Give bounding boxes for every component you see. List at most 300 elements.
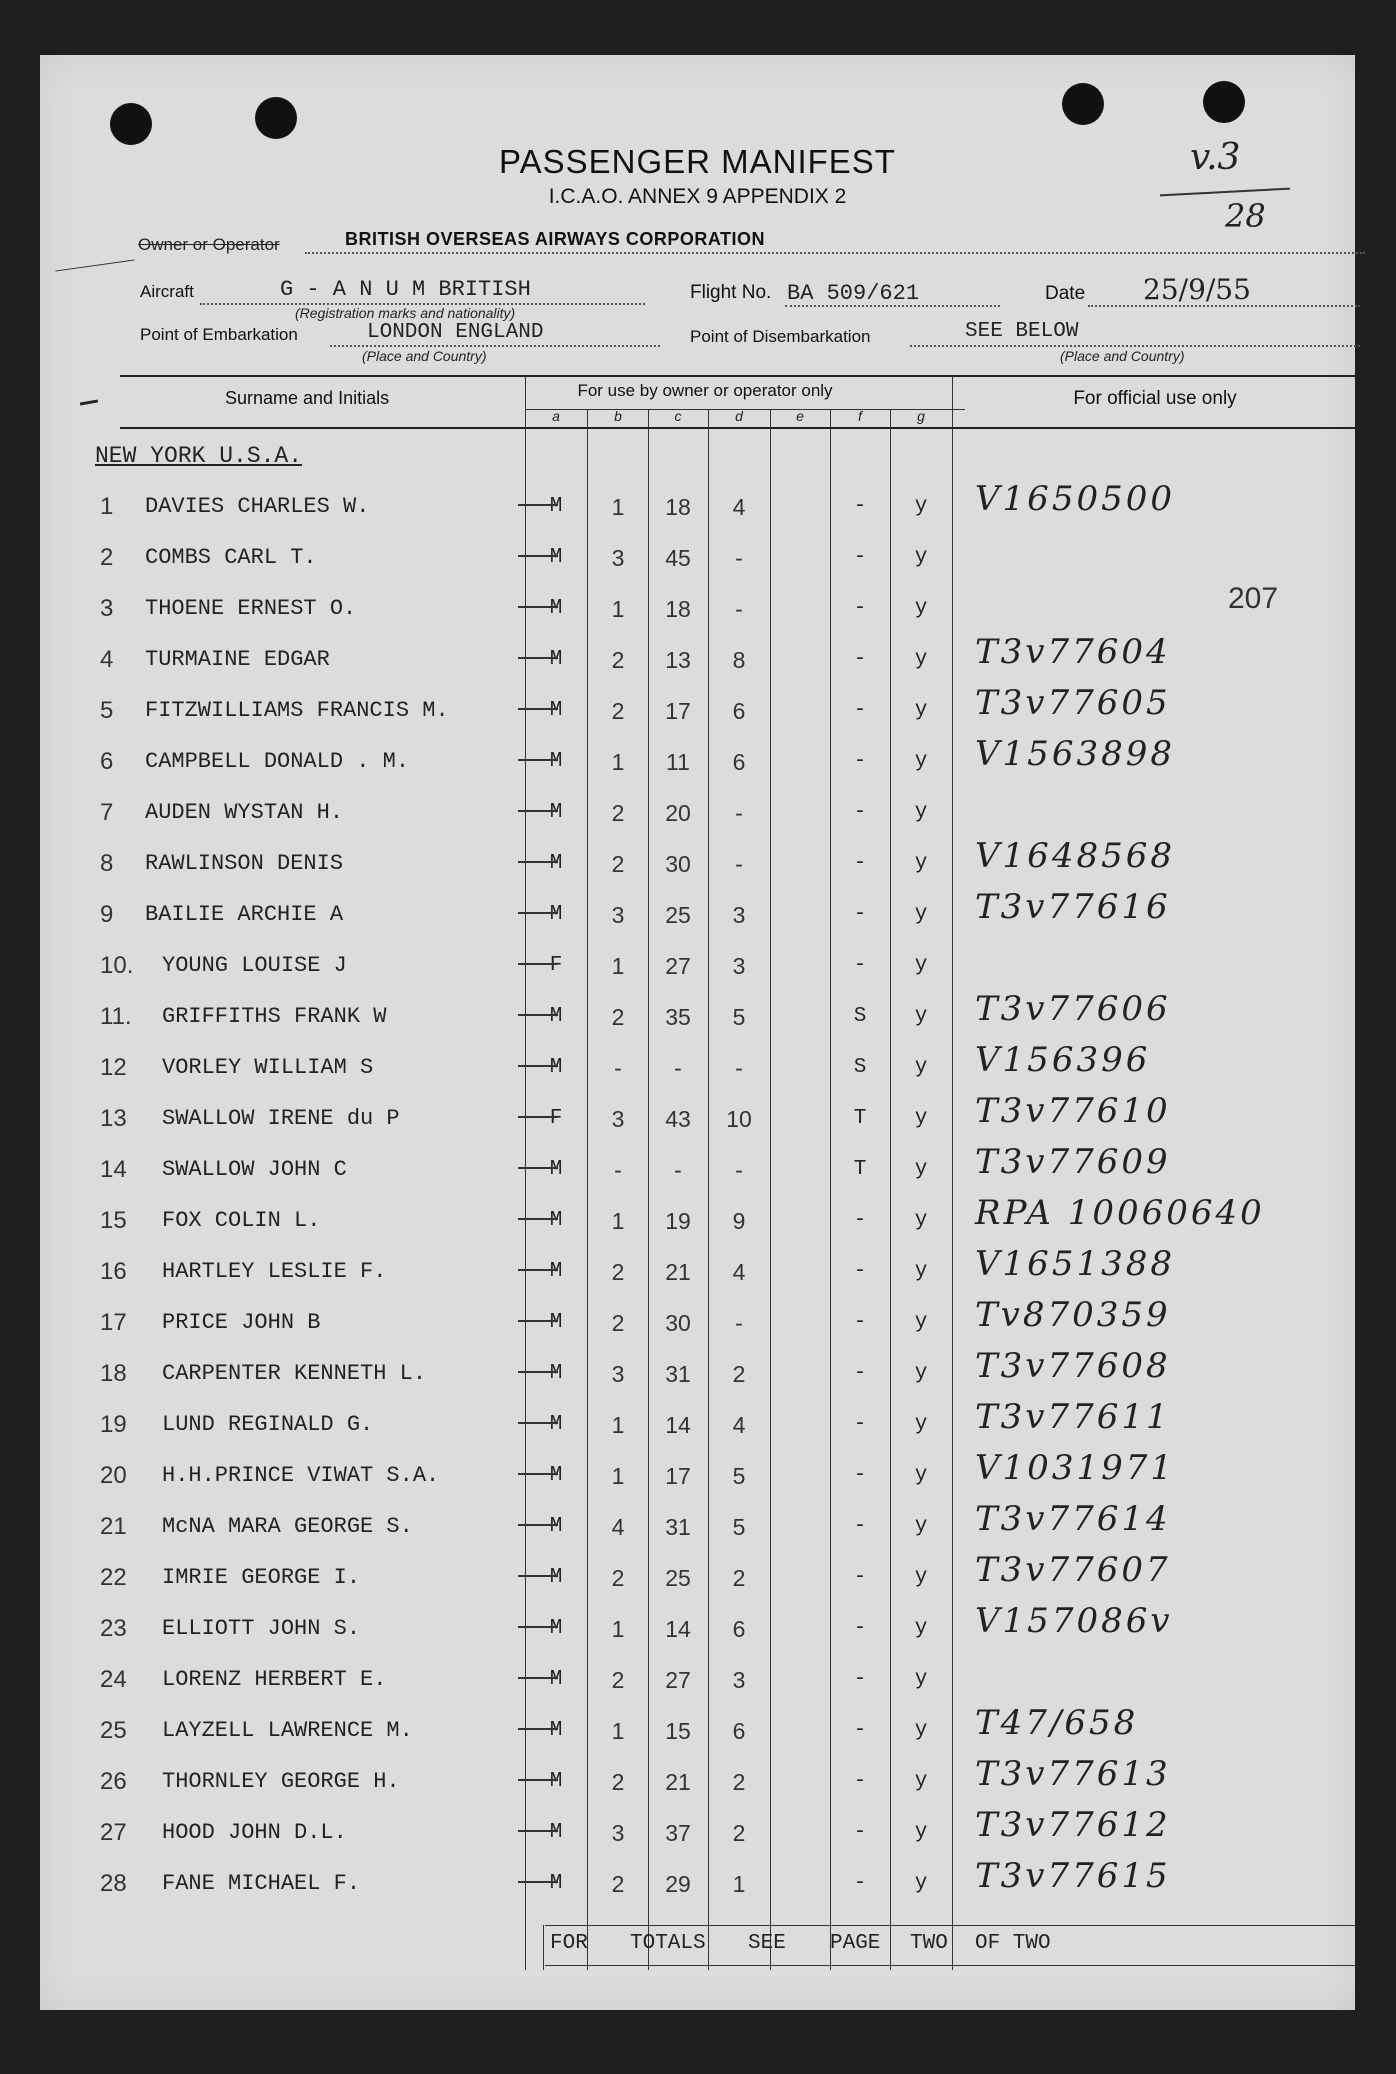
- cell-b: 1: [611, 494, 625, 520]
- cell-c: 45: [665, 545, 691, 571]
- disembark-dotline: [910, 345, 1360, 347]
- cell-g: y: [914, 1464, 928, 1487]
- passenger-name: SWALLOW JOHN C: [162, 1157, 347, 1182]
- check-stroke: [518, 708, 558, 710]
- cell-f: -: [853, 1719, 867, 1742]
- cell-g: y: [914, 1413, 928, 1436]
- cell-a: M: [549, 1005, 563, 1028]
- owner-label: Owner or Operator: [138, 235, 280, 254]
- cell-d: 3: [732, 902, 746, 928]
- passenger-name: PRICE JOHN B: [162, 1310, 321, 1335]
- cell-c: 17: [665, 1463, 691, 1489]
- cell-d: -: [735, 1055, 743, 1081]
- cell-d: 5: [732, 1004, 746, 1030]
- cell-f: -: [853, 1515, 867, 1538]
- cell-g: y: [914, 903, 928, 926]
- passenger-name: IMRIE GEORGE I.: [162, 1565, 361, 1590]
- flight-label: Flight No.: [690, 282, 772, 303]
- cell-b: 3: [611, 902, 625, 928]
- cell-g: y: [914, 495, 928, 518]
- cell-f: -: [853, 1260, 867, 1283]
- cell-a: M: [549, 546, 563, 569]
- cell-d: -: [735, 800, 743, 826]
- cell-c: 18: [665, 494, 691, 520]
- registration-note: (Registration marks and nationality): [295, 305, 516, 321]
- cell-b: 2: [611, 1769, 625, 1795]
- cell-a: M: [549, 1617, 563, 1640]
- cell-d: 3: [732, 1667, 746, 1693]
- official-entry: V1563898: [975, 734, 1175, 774]
- passenger-name: COMBS CARL T.: [145, 545, 317, 570]
- check-stroke: [518, 1371, 558, 1373]
- check-stroke: [518, 1779, 558, 1781]
- cell-c: 18: [665, 596, 691, 622]
- passenger-name: AUDEN WYSTAN H.: [145, 800, 344, 825]
- official-entry: T3v77613: [975, 1754, 1171, 1794]
- cell-b: 1: [611, 1463, 625, 1489]
- cell-g: y: [914, 1311, 928, 1334]
- cell-d: 2: [732, 1361, 746, 1387]
- cell-g: y: [914, 1056, 928, 1079]
- check-stroke: [518, 504, 558, 506]
- row-number: 27: [100, 1819, 127, 1846]
- cell-g: y: [914, 1260, 928, 1283]
- cell-a: M: [549, 903, 563, 926]
- cell-g: y: [914, 648, 928, 671]
- check-stroke: [518, 1575, 558, 1577]
- cell-f: -: [853, 903, 867, 926]
- cell-b: -: [614, 1157, 622, 1183]
- disembark-label: Point of Disembarkation: [690, 327, 871, 346]
- cell-a: M: [549, 1872, 563, 1895]
- row-number: 11.: [100, 1003, 132, 1030]
- cell-a: M: [549, 597, 563, 620]
- check-stroke: [518, 759, 558, 761]
- cell-d: -: [735, 1157, 743, 1183]
- col-name-header: Surname and Initials: [225, 388, 390, 408]
- cell-b: 1: [611, 1208, 625, 1234]
- cell-a: M: [549, 1770, 563, 1793]
- cell-g: y: [914, 1005, 928, 1028]
- cell-c: 29: [665, 1871, 691, 1897]
- passenger-name: FITZWILLIAMS FRANCIS M.: [145, 698, 449, 723]
- cell-a: M: [549, 1362, 563, 1385]
- cell-f: -: [853, 699, 867, 722]
- cell-f: -: [853, 954, 867, 977]
- cell-b: 2: [611, 851, 625, 877]
- cell-d: 4: [732, 1259, 746, 1285]
- date-label: Date: [1045, 283, 1086, 304]
- passenger-name: McNA MARA GEORGE S.: [162, 1514, 413, 1539]
- totals-word: OF TWO: [975, 1932, 1051, 1955]
- cell-c: 25: [665, 902, 691, 928]
- cell-f: S: [853, 1005, 867, 1028]
- official-entry: T3v77610: [975, 1091, 1171, 1131]
- cell-a: M: [549, 1515, 563, 1538]
- passenger-name: TURMAINE EDGAR: [145, 647, 330, 672]
- cell-b: 1: [611, 749, 625, 775]
- passenger-name: FOX COLIN L.: [162, 1208, 321, 1233]
- cell-g: y: [914, 801, 928, 824]
- cell-g: y: [914, 546, 928, 569]
- flight-value: BA 509/621: [787, 281, 920, 306]
- passenger-name: ELLIOTT JOHN S.: [162, 1616, 361, 1641]
- official-entry: T3v77616: [975, 887, 1171, 927]
- cell-d: 4: [732, 1412, 746, 1438]
- cell-a: F: [549, 1107, 563, 1130]
- cell-a: M: [549, 1413, 563, 1436]
- cell-g: y: [914, 1566, 928, 1589]
- aircraft-label: Aircraft: [140, 282, 194, 301]
- check-stroke: [518, 1881, 558, 1883]
- col-official-header: For official use only: [1073, 388, 1237, 409]
- totals-word: TWO: [910, 1932, 948, 1955]
- cell-g: y: [914, 1158, 928, 1181]
- official-entry: Tv870359: [975, 1295, 1171, 1335]
- cell-c: 15: [665, 1718, 691, 1744]
- official-entry: T3v77612: [975, 1805, 1171, 1845]
- totals-word: FOR: [550, 1932, 588, 1955]
- cell-a: M: [549, 699, 563, 722]
- cell-c: 13: [665, 647, 691, 673]
- totals-top-rule: [545, 1925, 1355, 1926]
- row-number: 16: [100, 1258, 127, 1285]
- embark-note: (Place and Country): [362, 348, 487, 364]
- cell-a: M: [549, 1260, 563, 1283]
- row-number: 2: [100, 544, 114, 571]
- cell-d: -: [735, 851, 743, 877]
- row-number: 19: [100, 1411, 127, 1438]
- official-entry: T3v77609: [975, 1142, 1171, 1182]
- check-stroke: [518, 810, 558, 812]
- cell-c: -: [674, 1157, 682, 1183]
- cell-b: 2: [611, 698, 625, 724]
- official-entry: T3v77604: [975, 632, 1171, 672]
- passenger-name: DAVIES CHARLES W.: [145, 494, 370, 519]
- passenger-name: YOUNG LOUISE J: [162, 953, 347, 978]
- cell-d: 6: [732, 698, 746, 724]
- cell-g: y: [914, 1770, 928, 1793]
- row-number: 25: [100, 1717, 127, 1744]
- cell-f: -: [853, 1566, 867, 1589]
- cell-a: M: [549, 801, 563, 824]
- cell-d: 5: [732, 1514, 746, 1540]
- subcol-letter-f: f: [858, 408, 862, 424]
- cell-a: M: [549, 1056, 563, 1079]
- subcol-letter-c: c: [674, 408, 682, 424]
- cell-f: -: [853, 801, 867, 824]
- embark-dotline: [330, 345, 660, 347]
- passenger-name: FANE MICHAEL F.: [162, 1871, 361, 1896]
- official-entry: RPA 10060640: [975, 1193, 1265, 1233]
- check-stroke: [518, 1269, 558, 1271]
- owner-dotline: [305, 252, 1365, 254]
- totals-word: PAGE: [830, 1932, 881, 1955]
- aircraft-value: G - A N U M BRITISH: [280, 277, 531, 302]
- cell-c: 20: [665, 800, 691, 826]
- cell-b: 3: [611, 1361, 625, 1387]
- check-stroke: [518, 1116, 558, 1118]
- passenger-name: THOENE ERNEST O.: [145, 596, 357, 621]
- cell-c: 43: [665, 1106, 691, 1132]
- cell-c: 30: [665, 1310, 691, 1336]
- official-entry: V157086v: [975, 1601, 1173, 1641]
- cell-g: y: [914, 852, 928, 875]
- passenger-name: CAMPBELL DONALD . M.: [145, 749, 410, 774]
- cell-a: M: [549, 495, 563, 518]
- cell-d: -: [735, 596, 743, 622]
- check-stroke: [518, 963, 558, 965]
- subcol-letter-a: a: [552, 408, 560, 424]
- corner-note-bottom: 28: [1225, 197, 1266, 235]
- cell-g: y: [914, 1107, 928, 1130]
- passenger-name: LAYZELL LAWRENCE M.: [162, 1718, 413, 1743]
- table-row: [40, 1856, 1355, 1909]
- cell-d: 2: [732, 1565, 746, 1591]
- check-stroke: [518, 912, 558, 914]
- cell-d: 8: [732, 647, 746, 673]
- cell-a: M: [549, 1821, 563, 1844]
- cell-a: M: [549, 1566, 563, 1589]
- row-number: 9: [100, 901, 114, 928]
- date-value: 25/9/55: [1143, 273, 1251, 306]
- cell-g: y: [914, 954, 928, 977]
- cell-b: 4: [611, 1514, 625, 1540]
- cell-b: 2: [611, 800, 625, 826]
- check-stroke: [518, 1473, 558, 1475]
- embark-label: Point of Embarkation: [140, 325, 298, 344]
- cell-c: 35: [665, 1004, 691, 1030]
- official-entry: T3v77608: [975, 1346, 1171, 1386]
- cell-d: 4: [732, 494, 746, 520]
- cell-c: 37: [665, 1820, 691, 1846]
- cell-d: -: [735, 1310, 743, 1336]
- table-row: [40, 1601, 1355, 1654]
- cell-c: 27: [665, 1667, 691, 1693]
- cell-d: 1: [732, 1871, 746, 1897]
- official-entry: V1650500: [975, 479, 1175, 519]
- passenger-name: CARPENTER KENNETH L.: [162, 1361, 427, 1386]
- punch-hole-right-2: [1203, 81, 1245, 123]
- row-number: 1: [100, 493, 114, 520]
- page-title: PASSENGER MANIFEST: [499, 143, 896, 180]
- cell-f: -: [853, 1311, 867, 1334]
- table-row: [40, 479, 1355, 532]
- cell-b: 3: [611, 1820, 625, 1846]
- row-number: 3: [100, 595, 114, 622]
- passenger-name: H.H.PRINCE VIWAT S.A.: [162, 1463, 440, 1488]
- table-row: [40, 533, 1355, 583]
- cell-a: F: [549, 954, 563, 977]
- row-number: 6: [100, 748, 114, 775]
- official-entry: V1648568: [975, 836, 1175, 876]
- cell-a: M: [549, 648, 563, 671]
- table-row: [40, 989, 1355, 1042]
- cell-d: 6: [732, 1718, 746, 1744]
- official-entry: V1651388: [975, 1244, 1175, 1284]
- cell-g: y: [914, 597, 928, 620]
- table-row: [40, 734, 1355, 787]
- check-stroke: [518, 1677, 558, 1679]
- passenger-name: LUND REGINALD G.: [162, 1412, 374, 1437]
- cell-f: T: [853, 1158, 867, 1181]
- row-number: 20: [100, 1462, 127, 1489]
- section-heading: NEW YORK U.S.A.: [95, 443, 303, 469]
- cell-c: 30: [665, 851, 691, 877]
- subcol-letter-e: e: [796, 408, 804, 424]
- cell-b: 1: [611, 1412, 625, 1438]
- owner-value: BRITISH OVERSEAS AIRWAYS CORPORATION: [345, 229, 766, 249]
- cell-d: 9: [732, 1208, 746, 1234]
- cell-b: 3: [611, 1106, 625, 1132]
- cell-c: 14: [665, 1616, 691, 1642]
- cell-g: y: [914, 750, 928, 773]
- subcol-letter-g: g: [917, 408, 925, 424]
- cell-c: 14: [665, 1412, 691, 1438]
- check-stroke: [518, 1524, 558, 1526]
- cell-d: 2: [732, 1769, 746, 1795]
- punch-hole-center: [255, 97, 297, 139]
- cell-b: 2: [611, 1310, 625, 1336]
- cell-f: -: [853, 1209, 867, 1232]
- passenger-name: THORNLEY GEORGE H.: [162, 1769, 400, 1794]
- disembark-note: (Place and Country): [1060, 348, 1185, 364]
- cell-g: y: [914, 1668, 928, 1691]
- official-entry: T3v77606: [975, 989, 1171, 1029]
- table-row: [40, 1655, 1355, 1705]
- cell-d: 6: [732, 749, 746, 775]
- official-entry: T3v77611: [975, 1397, 1171, 1437]
- cell-b: 1: [611, 1616, 625, 1642]
- cell-a: M: [549, 1668, 563, 1691]
- cell-d: 2: [732, 1820, 746, 1846]
- row-number: 28: [100, 1870, 127, 1897]
- passenger-name: RAWLINSON DENIS: [145, 851, 344, 876]
- cell-a: M: [549, 750, 563, 773]
- cell-b: 2: [611, 1565, 625, 1591]
- official-entry: V1031971: [975, 1448, 1175, 1488]
- passenger-name: HOOD JOHN D.L.: [162, 1820, 347, 1845]
- row-number: 23: [100, 1615, 127, 1642]
- cell-f: S: [853, 1056, 867, 1079]
- cell-f: -: [853, 1821, 867, 1844]
- col-line-totals-left: [543, 1925, 544, 1970]
- cell-d: 10: [726, 1106, 752, 1132]
- passenger-name: SWALLOW IRENE du P: [162, 1106, 400, 1131]
- col-owner-header: For use by owner or operator only: [577, 381, 833, 400]
- official-entry: T3v77614: [975, 1499, 1171, 1539]
- row-number: 22: [100, 1564, 127, 1591]
- check-stroke: [518, 1626, 558, 1628]
- cell-f: -: [853, 1770, 867, 1793]
- flight-dotline: [785, 305, 1000, 307]
- cell-b: 1: [611, 1718, 625, 1744]
- subcol-letter-b: b: [614, 408, 622, 424]
- cell-d: 3: [732, 953, 746, 979]
- cell-f: T: [853, 1107, 867, 1130]
- passenger-name: GRIFFITHS FRANK W: [162, 1004, 387, 1029]
- cell-f: -: [853, 750, 867, 773]
- check-stroke: [518, 1320, 558, 1322]
- cell-b: 2: [611, 1871, 625, 1897]
- cell-b: 1: [611, 953, 625, 979]
- cell-c: 17: [665, 698, 691, 724]
- official-entry: V156396: [975, 1040, 1151, 1080]
- cell-c: 31: [665, 1361, 691, 1387]
- embark-value: LONDON ENGLAND: [367, 321, 544, 344]
- cell-g: y: [914, 1872, 928, 1895]
- cell-c: 25: [665, 1565, 691, 1591]
- check-stroke: [518, 1014, 558, 1016]
- cell-f: -: [853, 648, 867, 671]
- cell-f: -: [853, 597, 867, 620]
- check-stroke: [518, 1728, 558, 1730]
- cell-c: 19: [665, 1208, 691, 1234]
- row-number: 13: [100, 1105, 127, 1132]
- row-number: 21: [100, 1513, 127, 1540]
- punch-hole-right-1: [1062, 83, 1104, 125]
- totals-bottom-rule: [545, 1965, 1355, 1966]
- row-number: 7: [100, 799, 114, 826]
- row-number: 10.: [100, 952, 134, 979]
- punch-hole-left: [110, 103, 152, 145]
- manifest-sheet: [40, 55, 1355, 2010]
- page-subtitle: I.C.A.O. ANNEX 9 APPENDIX 2: [548, 185, 847, 208]
- cell-b: 1: [611, 596, 625, 622]
- margin-tick: [80, 399, 98, 405]
- corner-note-top: v.3: [1190, 137, 1241, 178]
- cell-a: M: [549, 1209, 563, 1232]
- cell-d: 6: [732, 1616, 746, 1642]
- cell-a: M: [549, 852, 563, 875]
- cell-a: M: [549, 1158, 563, 1181]
- row-number: 15: [100, 1207, 127, 1234]
- disembark-value: SEE BELOW: [965, 320, 1079, 343]
- cell-f: -: [853, 495, 867, 518]
- row-number: 24: [100, 1666, 127, 1693]
- cell-g: y: [914, 699, 928, 722]
- cell-c: 21: [665, 1769, 691, 1795]
- row-number: 12: [100, 1054, 127, 1081]
- cell-g: y: [914, 1515, 928, 1538]
- table-header-bottom-rule: [120, 427, 1365, 429]
- check-stroke: [518, 1830, 558, 1832]
- row-number: 4: [100, 646, 114, 673]
- cell-g: y: [914, 1209, 928, 1232]
- row-number: 14: [100, 1156, 127, 1183]
- check-stroke: [518, 657, 558, 659]
- row-number: 17: [100, 1309, 127, 1336]
- totals-word: SEE: [748, 1932, 786, 1955]
- check-stroke: [518, 1422, 558, 1424]
- check-stroke: [518, 1218, 558, 1220]
- check-stroke: [518, 861, 558, 863]
- official-entry: T47/658: [975, 1703, 1139, 1743]
- official-entry: T3v77607: [975, 1550, 1171, 1590]
- check-stroke: [518, 606, 558, 608]
- row-number: 18: [100, 1360, 127, 1387]
- cell-a: M: [549, 1464, 563, 1487]
- cell-d: -: [735, 545, 743, 571]
- cell-c: 21: [665, 1259, 691, 1285]
- row-number: 8: [100, 850, 114, 877]
- cell-f: -: [853, 1464, 867, 1487]
- cell-b: 3: [611, 545, 625, 571]
- cell-d: 5: [732, 1463, 746, 1489]
- table-top-rule: [120, 375, 1365, 377]
- passenger-name: LORENZ HERBERT E.: [162, 1667, 387, 1692]
- side-number: 207: [1228, 582, 1279, 615]
